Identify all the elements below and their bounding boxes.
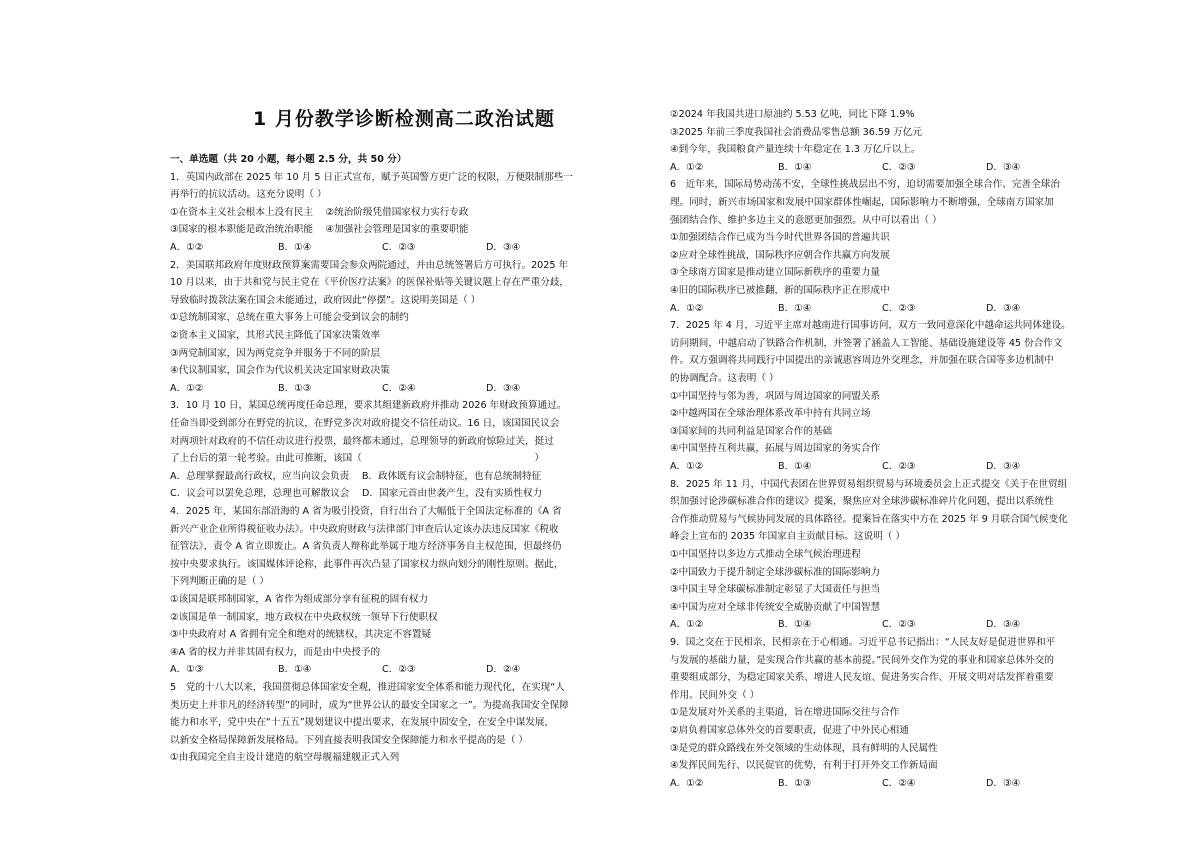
text-line: 作用。民间外交（ ）: [670, 689, 760, 701]
answer-option: C．②④: [382, 382, 416, 394]
text-line: 4．2025 年，某国东部沿海的 A 省为吸引投资，自行出台了大幅低于全国法定标准的《A 省: [170, 506, 562, 517]
text-line: 对两项针对政府的不信任动议进行投票，最终都未通过，总理领导的新政府惊险过关，挺过: [170, 435, 554, 447]
text-line: 按中央要求执行。该国媒体评论称，此事件再次凸显了国家权力纵向划分的刚性原则。据此，: [170, 558, 564, 570]
answer-option: A．①③: [170, 664, 204, 676]
text-line: 织加强讨论涉碳标准合作的建议》提案，聚焦应对全球涉碳标准碎片化问题，提出以系统性: [670, 496, 1054, 508]
text-line: ④中国为应对全球非传统安全威胁贡献了中国智慧: [670, 601, 881, 613]
text-line: C．议会可以罢免总理，总理也可解散议会 D．国家元首由世袭产生，没有实质性权力: [170, 488, 543, 500]
text-line: 再举行的抗议活动。这充分说明（ ）: [170, 189, 327, 201]
answer-option: A．①②: [170, 242, 204, 253]
text-line: 了上台后的第一轮考验。由此可推断，该国（ ）: [170, 453, 545, 465]
answer-option: D．③④: [986, 619, 1021, 631]
text-line: 重要组成部分，为稳定国家关系、增进人民友谊、促进务实合作、开展文明对话发挥着重要: [670, 672, 1054, 684]
answer-options: [670, 302, 1060, 315]
text-line: 2．美国联邦政府年度财政预算案需要国会参众两院通过，并由总统签署后方可执行。2025 年: [170, 259, 569, 271]
text-line: 能力和水平，党中央在“十五五”规划建议中提出要求，在发展中固安全，在安全中谋发展，: [170, 717, 555, 729]
text-line: ③是党的群众路线在外交领域的生动体现，具有鲜明的人民属性: [670, 742, 938, 754]
text-line: ③国家间的共同利益是国家合作的基础: [670, 425, 833, 437]
text-line: ③国家的根本职能是政治统治职能 ④加强社会管理是国家的重要职能: [170, 224, 469, 236]
answer-option: C．②③: [882, 161, 916, 173]
text-line: ①总统制国家，总统在重大事务上可能会受到议会的制约: [170, 312, 409, 324]
text-line: ①加强团结合作已成为当今时代世界各国的普遍共识: [670, 232, 890, 244]
answer-option: C．②③: [382, 664, 416, 676]
text-line: 1．英国内政部在 2025 年 10 月 5 日正式宣布，赋予英国警方更广泛的权限，万便限制那些一: [170, 171, 573, 183]
text-line: ④到今年，我国粮食产量连续十年稳定在 1.3 万亿斤以上。: [670, 144, 921, 156]
text-line: ①是发展对外关系的主渠道，旨在增进国际交往与合作: [670, 707, 900, 719]
text-line: A．总理掌握最高行政权，应当向议会负责 B．政体既有议会制特征，也有总统制特征: [170, 470, 542, 482]
answer-option: B．①④: [778, 302, 812, 314]
text-line: ②应对全球性挑战，国际秩序应朝合作共赢方向发展: [670, 249, 890, 261]
answer-option: A．①②: [670, 777, 704, 789]
text-line: ④中国坚持互利共赢，拓展与周边国家的务实合作: [670, 443, 881, 455]
text-line: ①中国坚持以多边方式推动全球气候治理进程: [670, 549, 861, 560]
section-heading: 一、单选题（共 20 小题，每小题 2.5 分，共 50 分）: [170, 154, 407, 165]
answer-option: C．②③: [382, 242, 416, 253]
text-line: 合作推动贸易与气候协同发展的具体路径。提案旨在落实中方在 2025 年 9 月联合国气候变化: [670, 513, 1068, 525]
text-line: ③全球南方国家是推动建立国际新秩序的重要力量: [670, 267, 881, 279]
text-line: ③中国主导全球碳标准制定彰显了大国责任与担当: [670, 584, 881, 596]
exam-title: 1 月份教学诊断检测高二政治试题: [253, 108, 555, 130]
answer-option: B．①③: [778, 777, 812, 789]
text-line: ③中央政府对 A 省拥有完全和绝对的统辖权，其决定不容置疑: [170, 629, 432, 641]
text-line: ②2024 年我国共进口原油约 5.53 亿吨，同比下降 1.9%: [670, 109, 915, 120]
text-line: ②中越两国在全球治理体系改革中持有共同立场: [670, 408, 871, 420]
answer-option: B．①④: [778, 161, 812, 173]
text-line: 件。双方强调将共同践行中国提出的亲诚惠容周边外交理念，并加强在联合国等多边机制中: [670, 355, 1054, 367]
answer-option: A．①②: [670, 302, 704, 314]
answer-options: [670, 460, 1060, 473]
answer-options: [170, 663, 610, 676]
answer-option: D．②④: [486, 664, 521, 676]
answer-option: A．①②: [670, 619, 704, 631]
text-line: ③两党制国家，因为两党竞争并服务于不同的阶层: [170, 347, 381, 359]
answer-options: [670, 618, 1060, 631]
text-line: 10 月以来，由于共和党与民主党在《平价医疗法案》的医保补贴等关键议题上存在严重分歧，: [170, 277, 570, 289]
text-line: ②该国是单一制国家，地方政权在中央政权统一领导下行使职权: [170, 611, 438, 623]
text-line: 6 近年来，国际局势动荡不安，全球性挑战层出不穷，迫切需要加强全球合作、完善全球治: [670, 179, 1060, 191]
answer-option: D．③④: [986, 777, 1021, 789]
answer-option: B．①④: [778, 619, 812, 631]
answer-options: [670, 777, 1060, 790]
text-line: 类历史上并非凡的经济转型”的同时，成为“世界公认的最安全国家之一”。为提高我国安全保障: [170, 699, 569, 711]
text-line: ②资本主义国家，其形式民主降低了国家决策效率: [170, 330, 381, 341]
text-line: 理。同时，新兴市场国家和发展中国家群体性崛起，国际影响力不断增强，全球南方国家加: [670, 197, 1054, 208]
answer-option: B．①④: [778, 461, 812, 472]
answer-option: A．①②: [670, 461, 704, 472]
text-line: 7．2025 年 4 月，习近平主席对越南进行国事访问，双方一致同意深化中越命运共同体建设。: [670, 320, 1071, 332]
text-line: ④发挥民间先行、以民促官的优势，有利于打开外交工作新局面: [670, 760, 938, 772]
answer-option: B．①③: [278, 382, 312, 394]
text-line: 以新安全格局保障新发展格局。下列直接表明我国安全保障能力和水平提高的是（ ）: [170, 734, 529, 746]
text-line: 5 党的十八大以来，我国贯彻总体国家安全观，推进国家安全体系和能力现代化，在实现“人: [170, 682, 565, 693]
answer-option: D．③④: [486, 242, 521, 253]
text-line: ①由我国完全自主设计建造的航空母舰福建舰正式入列: [170, 752, 400, 764]
answer-option: C．②③: [882, 619, 916, 631]
text-line: ②肩负着国家总体外交的首要职责，促进了中外民心相通: [670, 725, 909, 736]
text-line: ①该国是联邦制国家，A 省作为组成部分享有征税的固有权力: [170, 594, 429, 605]
text-line: ①中国坚持与邻为善，巩固与周边国家的同盟关系: [670, 390, 881, 402]
text-line: 9．国之交在于民相亲，民相亲在于心相通。习近平总书记指出：“人民友好是促进世界和平: [670, 637, 1056, 648]
answer-option: B．①④: [278, 242, 312, 253]
answer-option: C．②③: [882, 461, 916, 472]
answer-option: D．③④: [486, 382, 521, 394]
text-line: ②中国致力于提升制定全球涉碳标准的国际影响力: [670, 566, 881, 578]
answer-option: D．③④: [986, 161, 1021, 173]
text-line: 任命当即受到部分在野党的抗议，在野党多次对政府提交不信任动议。16 日，该国国民议会: [170, 418, 560, 429]
answer-options: [670, 161, 1060, 174]
answer-options: [170, 382, 610, 395]
text-line: 3．10 月 10 日，某国总统再度任命总理，要求其组建新政府并推动 2026 年财政预算通过。: [170, 400, 567, 412]
text-line: 的协调配合。这表明（ ）: [670, 373, 779, 384]
text-line: 峰会上宣布的 2035 年国家自主贡献目标。这说明（ ）: [670, 531, 906, 543]
text-line: 访问期间，中越启动了铁路合作机制，并签署了涵盖人工智能、基础设施建设等 45 份合作文: [670, 337, 1063, 349]
text-line: 下列判断正确的是（ ）: [170, 576, 269, 588]
answer-options: [170, 241, 610, 254]
text-line: ④代议制国家，国会作为代议机关决定国家财政决策: [170, 365, 390, 377]
answer-option: C．②④: [882, 777, 916, 789]
text-line: ④旧的国际秩序已被推翻，新的国际秩序正在形成中: [670, 285, 890, 296]
text-line: ①在资本主义社会根本上没有民主 ②统治阶级凭借国家权力实行专政: [170, 206, 469, 218]
text-line: 强团结合作、维护多边主义的意愿更加强烈。从中可以看出（ ）: [670, 214, 942, 226]
text-line: 8．2025 年 11 月，中国代表团在世界贸易组织贸易与环境委员会上正式提交《关于在世贸组: [670, 478, 1068, 490]
answer-option: A．①②: [170, 382, 204, 394]
answer-option: C．②③: [882, 302, 916, 314]
text-line: ③2025 年前三季度我国社会消费品零售总额 36.59 万亿元: [670, 126, 922, 138]
answer-option: D．③④: [986, 461, 1021, 472]
text-line: 新兴产业企业所得税征收办法》。中央政府财政与法律部门审查后认定该办法违反国家《税收: [170, 523, 559, 535]
answer-option: D．③④: [986, 302, 1021, 314]
text-line: 与发展的基础力量，是实现合作共赢的基本前提。”民间外交作为党的事业和国家总体外交的: [670, 654, 1054, 666]
answer-option: A．①②: [670, 161, 704, 173]
text-line: ④A 省的权力并非其固有权力，而是由中央授予的: [170, 646, 381, 658]
text-line: 导致临时拨款法案在国会未能通过，政府因此“停摆”。这说明美国是（ ）: [170, 294, 481, 306]
answer-option: B．①④: [278, 664, 312, 676]
text-line: 征管法》，责令 A 省立即废止。A 省负责人辩称此举属于地方经济事务自主权范围，但最终仍: [170, 541, 562, 553]
